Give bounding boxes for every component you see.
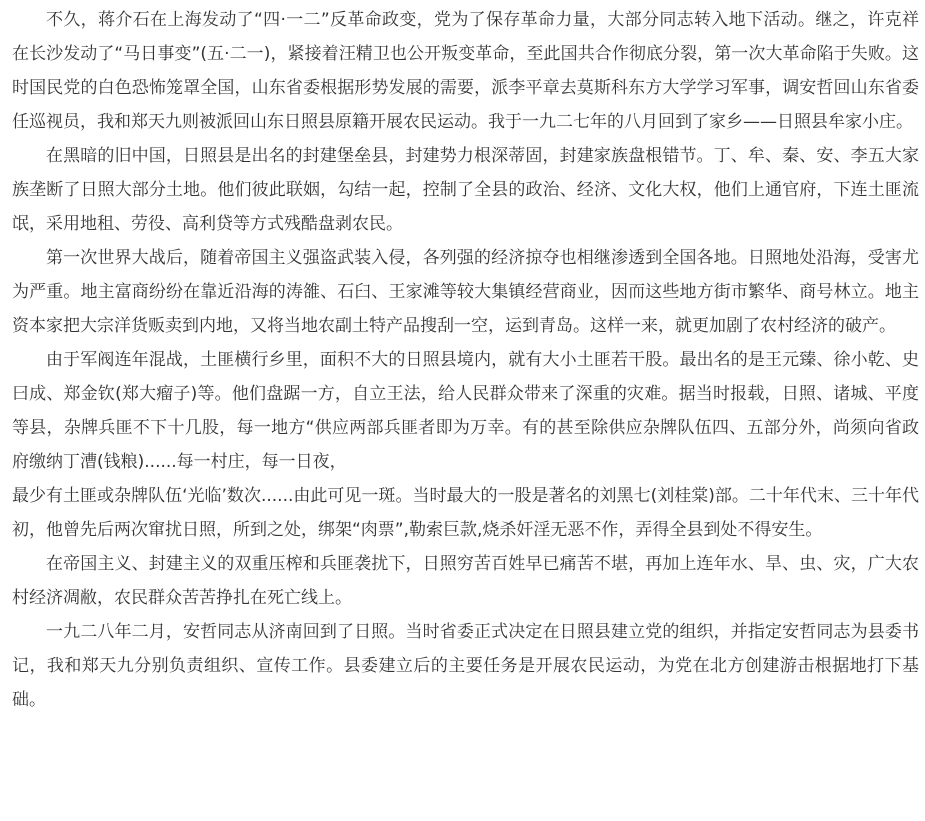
- paragraph-7: 一九二八年二月，安哲同志从济南回到了日照。当时省委正式决定在日照县建立党的组织，并指定安哲同志为县委书记，我和郑天九分别负责组织、宣传工作。县委建立后的主要任务是开展农民运动，为党在北方创建游击根据地打下基础。: [12, 622, 919, 710]
- paragraph-4: 由于军阀连年混战，土匪横行乡里，面积不大的日照县境内，就有大小土匪若干股。最出名的是王元臻、徐小乾、史曰成、郑金钦(郑大瘤子)等。他们盘踞一方，自立王法，给人民群众带来了深重的灾难。据当时报载，日照、诸城、平度等县，杂牌兵匪不下十几股，每一地方“供应两部兵匪者即为万幸。有的甚至除供应杂牌队伍四、五部分外，尚须向省政府缴纳丁漕(钱粮)......每一村庄，每一日夜，: [12, 350, 919, 472]
- paragraph-5: 最少有土匪或杂牌队伍‘光临’数次......由此可见一斑。当时最大的一股是著名的刘黑七(刘桂棠)部。二十年代末、三十年代初，他曾先后两次窜扰日照，所到之处，绑架“肉票”,勒索巨款,烧杀奸淫无恶不作，弄得全县到处不得安生。: [12, 486, 919, 540]
- paragraph-6: 在帝国主义、封建主义的双重压榨和兵匪袭扰下，日照穷苦百姓早已痛苦不堪，再加上连年水、旱、虫、灾，广大农村经济凋敝，农民群众苦苦挣扎在死亡线上。: [12, 554, 919, 608]
- paragraph-1: 不久，蒋介石在上海发动了“四·一二”反革命政变，党为了保存革命力量，大部分同志转入地下活动。继之，许克祥在长沙发动了“马日事变”(五·二一)，紧接着汪精卫也公开叛变革命，至此国共合作彻底分裂，第一次大革命陷于失败。这时国民党的白色恐怖笼罩全国，山东省委根据形势发展的需要，派李平章去莫斯科东方大学学习军事，调安哲回山东省委任巡视员，我和郑天九则被派回山东日照县原籍开展农民运动。我于一九二七年的八月回到了家乡——日照县牟家小庄。: [12, 10, 919, 132]
- paragraph-3: 第一次世界大战后，随着帝国主义强盗武装入侵，各列强的经济掠夺也相继渗透到全国各地。日照地处沿海，受害尤为严重。地主富商纷纷在靠近沿海的涛雒、石臼、王家滩等较大集镇经营商业，因而这些地方街市繁华、商号林立。地主资本家把大宗洋货贩卖到内地，又将当地农副土特产品搜刮一空，运到青岛。这样一来，就更加剧了农村经济的破产。: [12, 248, 919, 336]
- paragraph-2: 在黑暗的旧中国，日照县是出名的封建堡垒县，封建势力根深蒂固，封建家族盘根错节。丁、牟、秦、安、李五大家族垄断了日照大部分土地。他们彼此联姻，勾结一起，控制了全县的政治、经济、文化大权，他们上通官府，下连土匪流氓，采用地租、劳役、高利贷等方式残酷盘剥农民。: [12, 146, 919, 234]
